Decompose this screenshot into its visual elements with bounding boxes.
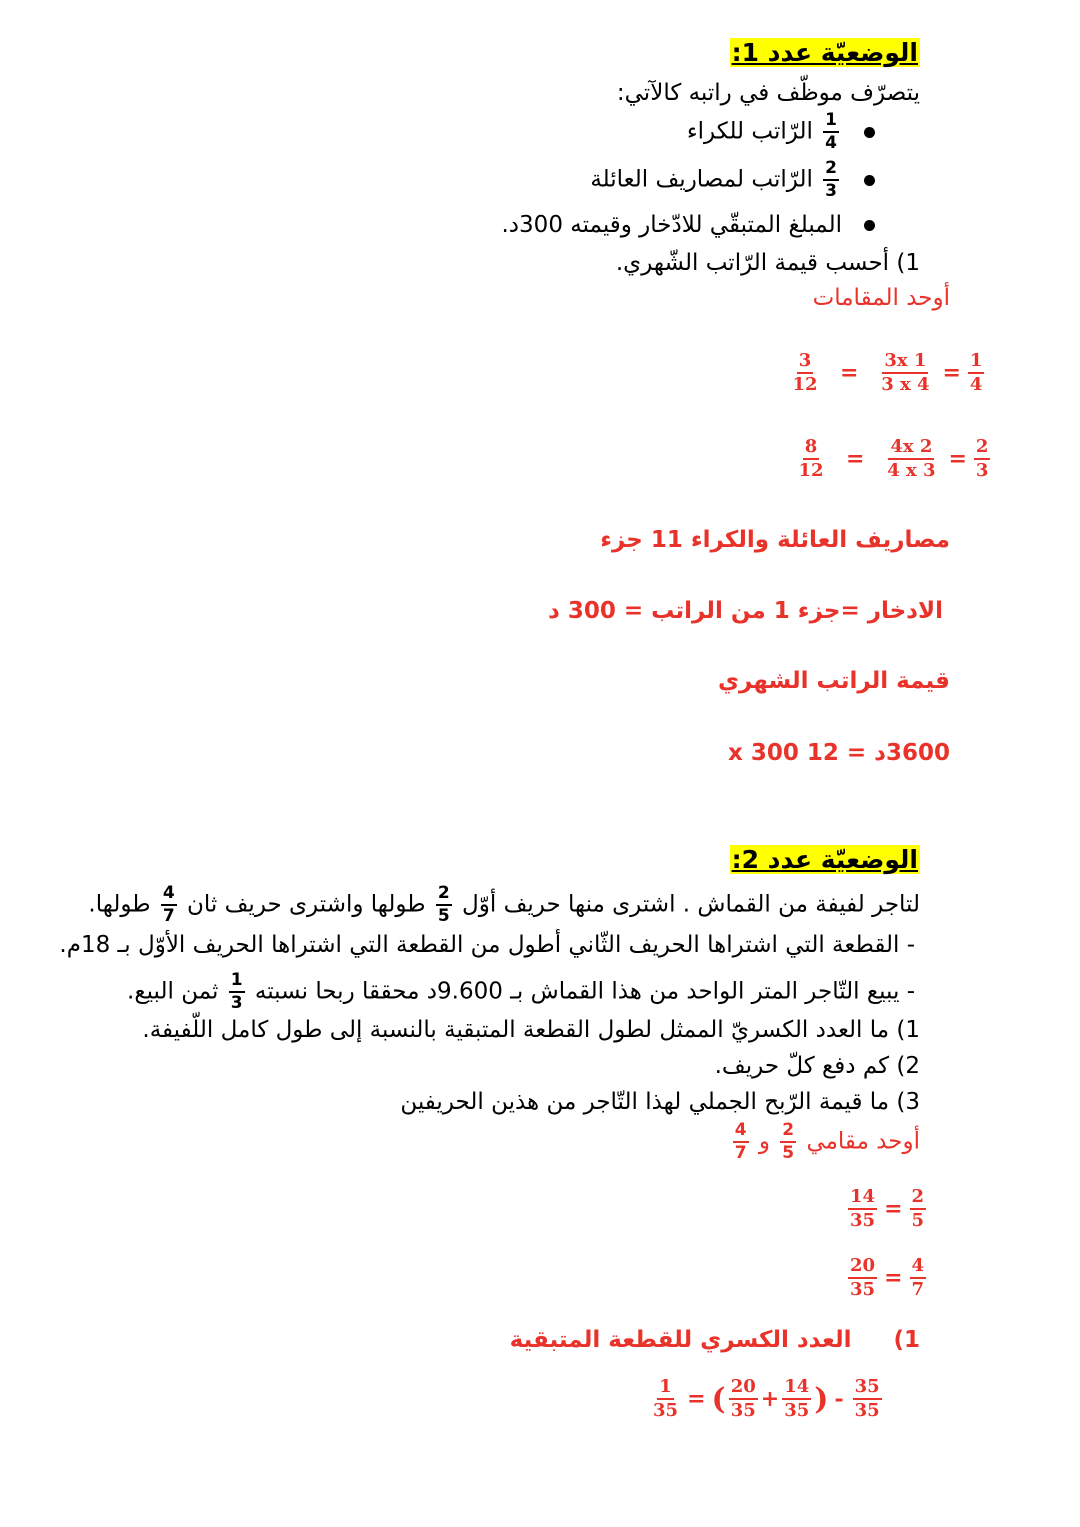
section1-answer-heading: أوحد المقامات bbox=[812, 285, 950, 311]
equation-remaining-piece bbox=[650, 1378, 885, 1420]
equals-sign: = bbox=[942, 360, 961, 386]
fraction-second-client: $\frac{4}{7}$ bbox=[162, 883, 175, 926]
fraction-whole: $\frac{35}{35}$ bbox=[854, 1376, 880, 1421]
fraction-result: $\frac{8}{12}$ bbox=[798, 436, 824, 481]
fraction-original: $\frac{2}{3}$ bbox=[975, 436, 989, 481]
open-paren: ( bbox=[711, 1381, 726, 1417]
bullet-family: $\frac{2}{3}$ الرّاتب لمصاريف العائلة bbox=[590, 160, 875, 200]
equation-common-denominator-2 bbox=[790, 438, 993, 480]
equation-four-sevenths bbox=[845, 1257, 929, 1299]
equals-sign: = bbox=[846, 446, 865, 472]
close-paren: ) bbox=[814, 1381, 829, 1417]
fraction-middle: $\frac{3x 1}{3 x 4}$ bbox=[881, 350, 930, 395]
bullet-dot bbox=[864, 220, 875, 231]
minus-sign: - bbox=[834, 1386, 844, 1412]
section2-question3: 3) ما قيمة الرّبح الجملي لهذا التّاجر من هذين الحريفين bbox=[400, 1089, 920, 1115]
fraction-middle: $\frac{4x 2}{4 x 3}$ bbox=[887, 436, 936, 481]
section1-title: الوضعيّة عدد 1: bbox=[731, 38, 918, 67]
fraction-first-client: $\frac{2}{5}$ bbox=[437, 883, 450, 926]
fraction-four-sevenths: $\frac{4}{7}$ bbox=[734, 1120, 747, 1163]
answer-line-savings: الادخار =جزء 1 من الراتب = 300 د bbox=[548, 598, 943, 624]
fraction-family: $\frac{2}{3}$ bbox=[825, 158, 837, 201]
remaining-piece-heading: 1)العدد الكسري للقطعة المتبقية bbox=[509, 1327, 920, 1353]
equation-two-fifths bbox=[845, 1188, 929, 1230]
fraction-profit-rate: $\frac{1}{3}$ bbox=[230, 970, 243, 1013]
bullet-savings: المبلغ المتبقّي للادّخار وقيمته 300د. bbox=[501, 212, 875, 238]
fraction-rent: $\frac{1}{4}$ bbox=[825, 110, 837, 153]
fraction-result: $\frac{14}{35}$ bbox=[850, 1186, 876, 1231]
equation-common-denominator-1 bbox=[784, 352, 987, 394]
section2-data-1: - القطعة التي اشتراها الحريف الثّاني أطول من القطعة التي اشتراها الحريف الأوّل بـ 18م. bbox=[59, 932, 915, 958]
equals-sign: = bbox=[884, 1265, 903, 1291]
fraction-second: $\frac{20}{35}$ bbox=[730, 1376, 756, 1421]
bullet-dot bbox=[864, 127, 875, 138]
section2-question2: 2) كم دفع كلّ حريف. bbox=[714, 1053, 920, 1079]
section2-question1: 1) ما العدد الكسريّ الممثل لطول القطعة المتبقية بالنسبة إلى طول كامل اللّفيفة. bbox=[142, 1017, 920, 1043]
equals-sign: = bbox=[687, 1386, 706, 1412]
fraction-result: $\frac{20}{35}$ bbox=[850, 1255, 876, 1300]
fraction-result: $\frac{3}{12}$ bbox=[792, 350, 818, 395]
answer-line-salary-heading: قيمة الراتب الشهري bbox=[717, 668, 950, 694]
answer-line-family-rent: مصاريف العائلة والكراء 11 جزء bbox=[600, 527, 950, 553]
answer-line-salary-value: 3600د = 12 x 300 bbox=[728, 740, 950, 766]
equals-sign: = bbox=[948, 446, 967, 472]
section2-title: الوضعيّة عدد 2: bbox=[731, 845, 918, 874]
fraction-original: $\frac{2}{5}$ bbox=[911, 1186, 925, 1231]
equals-sign: = bbox=[840, 360, 859, 386]
fraction-result: $\frac{1}{35}$ bbox=[653, 1376, 679, 1421]
section2-paragraph: لتاجر لفيفة من القماش . اشترى منها حريف أوّل $\frac{2}{5}$ طولها واشترى حريف ثان $\frac{4}{7}$ طولها. bbox=[88, 883, 920, 926]
section1-question1: 1) أحسب قيمة الرّاتب الشّهري. bbox=[615, 250, 920, 276]
section2-data-2: - يبيع التّاجر المتر الواحد من هذا القماش بـ 9.600د محققا ربحا نسبته $\frac{1}{3}$ ثمن البيع. bbox=[127, 970, 915, 1013]
bullet-rent: $\frac{1}{4}$ الرّاتب للكراء bbox=[687, 112, 875, 152]
plus-sign: + bbox=[760, 1386, 780, 1412]
bullet-dot bbox=[864, 175, 875, 186]
fraction-two-fifths: $\frac{2}{5}$ bbox=[782, 1120, 795, 1163]
equals-sign: = bbox=[884, 1196, 903, 1222]
fraction-original: $\frac{4}{7}$ bbox=[911, 1255, 925, 1300]
section2-answer-heading: أوحد مقامي $\frac{2}{5}$ و $\frac{4}{7}$ bbox=[734, 1120, 920, 1163]
fraction-original: $\frac{1}{4}$ bbox=[969, 350, 983, 395]
section1-intro: يتصرّف موظّف في راتبه كالآتي: bbox=[616, 80, 920, 106]
fraction-first: $\frac{14}{35}$ bbox=[784, 1376, 810, 1421]
